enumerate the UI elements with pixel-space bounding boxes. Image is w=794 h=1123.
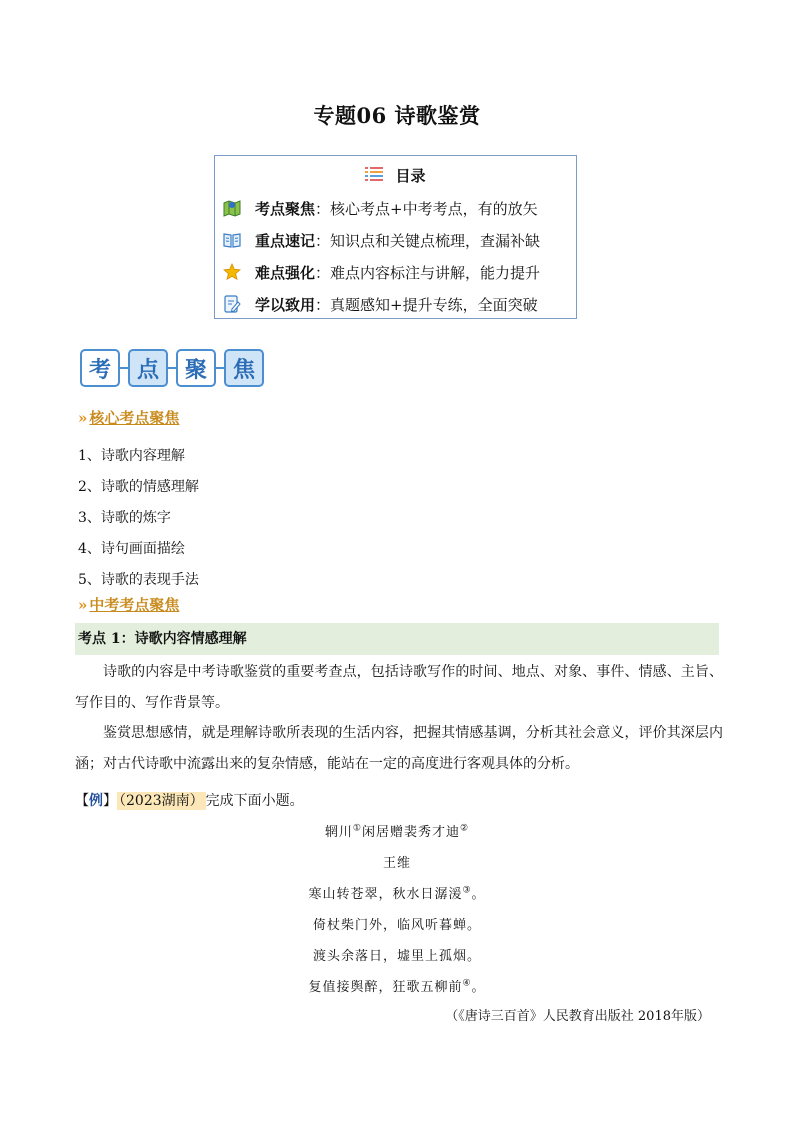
exam-section-heading xyxy=(78,594,179,615)
badge-char: 点 xyxy=(128,349,168,387)
poem-line-text: 。 xyxy=(471,887,486,902)
toc-sep: ： xyxy=(315,264,331,282)
poem-line xyxy=(0,883,794,902)
toc-key: 学以致用 xyxy=(255,296,316,314)
poem-title xyxy=(0,821,794,840)
example-bracket: 】 xyxy=(103,793,117,809)
book-icon xyxy=(223,231,241,249)
paragraph: 诗歌的内容是中考诗歌鉴赏的重要考查点，包括诗歌写作的时间、地点、对象、事件、情感、主旨、写作目的、写作背景等。 xyxy=(75,664,723,711)
toc-row-nandian[interactable] xyxy=(223,262,540,283)
toc-key: 考点聚焦 xyxy=(255,200,316,218)
paragraph: 鉴赏思想感情，就是理解诗歌所表现的生活内容，把握其情感基调，分析其社会意义，评价其深层内涵；对古代诗歌中流露出来的复杂情感，能站在一定的高度进行客观具体的分析。 xyxy=(75,725,723,772)
map-icon xyxy=(223,199,241,217)
badge-connector xyxy=(120,367,128,369)
toc-row-zhongdian[interactable] xyxy=(223,230,540,251)
poem-line xyxy=(0,976,794,995)
toc-heading xyxy=(215,165,576,186)
toc-sep: ： xyxy=(315,296,331,314)
toc-sep: ： xyxy=(315,232,331,250)
example-bracket: 【 xyxy=(75,793,89,809)
poem-author: 王维 xyxy=(382,856,411,871)
list-item: 5、诗歌的表现手法 xyxy=(78,572,199,588)
list-item: 4、诗句画面描绘 xyxy=(78,541,185,557)
toc-desc: 知识点和关键点梳理，查漏补缺 xyxy=(330,232,541,250)
badge-char: 考 xyxy=(80,349,120,387)
star-icon xyxy=(223,263,241,281)
toc-key: 难点强化 xyxy=(255,264,316,282)
badge-connector xyxy=(168,367,176,369)
double-chevron-icon: » xyxy=(78,596,88,614)
footnote-marker: ④ xyxy=(462,978,472,989)
footnote-marker: ② xyxy=(460,823,470,834)
toc-desc: 核心考点+中考考点，有的放矢 xyxy=(330,200,538,218)
footnote-marker: ③ xyxy=(462,885,472,896)
badge-char: 焦 xyxy=(224,349,264,387)
toc-heading-label: 目录 xyxy=(395,167,426,185)
example-line xyxy=(75,790,304,810)
section-badge xyxy=(80,349,270,391)
double-chevron-icon: » xyxy=(78,409,88,427)
poem-title-part: 闲居赠裴秀才迪 xyxy=(362,825,461,840)
badge-connector xyxy=(216,367,224,369)
kaodian-title-bar: 考点 1：诗歌内容情感理解 xyxy=(75,623,719,655)
toc-box xyxy=(214,155,577,319)
poem-line-text: 复值接舆醉，狂歌五柳前 xyxy=(308,980,463,995)
poem-title-part: 辋川 xyxy=(324,825,353,840)
toc-desc: 真题感知+提升专练，全面突破 xyxy=(330,296,538,314)
list-item: 1、诗歌内容理解 xyxy=(78,448,185,464)
exam-section-label: 中考考点聚焦 xyxy=(89,596,180,614)
example-tag: 例 xyxy=(89,793,103,809)
poem-credit: （《唐诗三百首》人民教育出版社 2018年版） xyxy=(445,1009,710,1024)
toc-row-xueyi[interactable] xyxy=(223,294,538,315)
toc-sep: ： xyxy=(315,200,331,218)
core-section-heading xyxy=(78,407,179,428)
footnote-marker: ① xyxy=(352,823,362,834)
list-item: 2、诗歌的情感理解 xyxy=(78,479,199,495)
page-title: 专题06 诗歌鉴赏 xyxy=(313,103,481,128)
core-section-label: 核心考点聚焦 xyxy=(89,409,180,427)
list-icon xyxy=(365,167,383,185)
example-instruction: 完成下面小题。 xyxy=(205,793,304,809)
poem-line: 倚杖柴门外，临风听暮蝉。 xyxy=(312,918,481,933)
toc-key: 重点速记 xyxy=(255,232,316,250)
poem-line-text: 寒山转苍翠，秋水日潺湲 xyxy=(308,887,463,902)
example-source: （2023湖南） xyxy=(119,793,204,809)
poem-line-text: 。 xyxy=(471,980,486,995)
badge-char: 聚 xyxy=(176,349,216,387)
poem-line: 渡头余落日，墟里上孤烟。 xyxy=(312,949,481,964)
toc-row-kaodian[interactable] xyxy=(223,198,538,219)
toc-desc: 难点内容标注与讲解，能力提升 xyxy=(330,264,541,282)
list-item: 3、诗歌的炼字 xyxy=(78,510,171,526)
edit-note-icon xyxy=(223,295,241,313)
